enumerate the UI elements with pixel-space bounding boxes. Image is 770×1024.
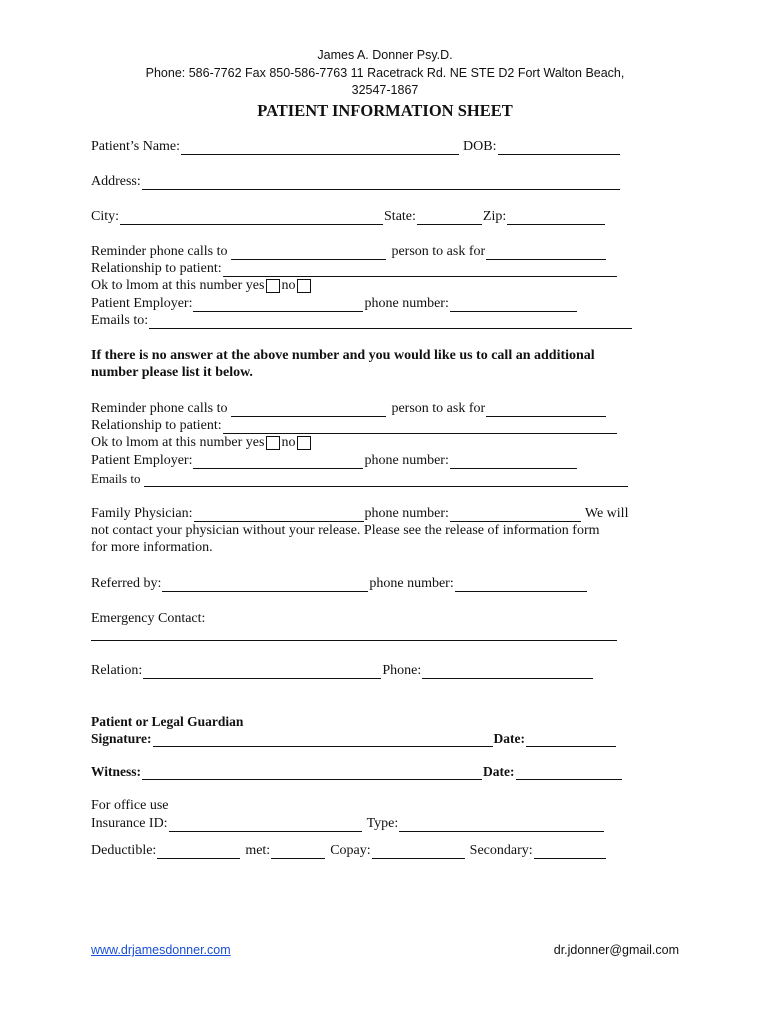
patient-name-field[interactable] <box>181 141 459 155</box>
no-label-2: no <box>281 435 296 450</box>
address-field[interactable] <box>142 176 620 190</box>
yes-checkbox[interactable] <box>266 279 280 293</box>
person-ask-label-2: person to ask for <box>391 401 486 416</box>
relationship-label-2: Relationship to patient: <box>91 418 222 433</box>
deductible-field[interactable] <box>157 845 240 859</box>
deductible-label: Deductible: <box>91 843 157 858</box>
physician-phone-field[interactable] <box>450 508 581 522</box>
patient-name-row <box>91 138 621 155</box>
employer-phone-label-2: phone number: <box>364 453 449 468</box>
notice-line-2: number please list it below. <box>91 365 253 380</box>
dob-label: DOB: <box>463 139 497 154</box>
person-ask-field-2[interactable] <box>486 403 606 417</box>
reminder-field[interactable] <box>231 246 386 260</box>
emergency-contact-field[interactable] <box>91 640 617 641</box>
relation-row <box>91 662 594 679</box>
signature-date-label: Date: <box>493 731 525 746</box>
family-physician-row <box>91 505 628 522</box>
signature-field[interactable] <box>153 733 493 747</box>
person-ask-field[interactable] <box>486 246 606 260</box>
additional-number-notice <box>91 347 731 381</box>
referred-by-field[interactable] <box>162 578 368 592</box>
reminder-row-2 <box>91 400 607 417</box>
employer-phone-field[interactable] <box>450 298 577 312</box>
no-checkbox-2[interactable] <box>297 436 311 450</box>
relationship-field-2[interactable] <box>223 420 617 434</box>
address-row <box>91 173 621 190</box>
no-label: no <box>281 278 296 293</box>
guardian-label-row <box>91 713 243 730</box>
emergency-contact-label: Emergency Contact: <box>91 611 206 626</box>
referred-phone-label: phone number: <box>369 576 454 591</box>
city-label: City: <box>91 209 120 224</box>
insurance-id-field[interactable] <box>169 818 362 832</box>
state-label: State: <box>384 209 416 224</box>
emails-row-1 <box>91 312 633 329</box>
footer-email: dr.jdonner@gmail.com <box>553 943 679 957</box>
met-field[interactable] <box>271 845 325 859</box>
reminder-row-1 <box>91 243 607 260</box>
physician-note-line-2: not contact your physician without your release. Please see the release of information form <box>91 523 600 538</box>
guardian-label: Patient or Legal Guardian <box>91 714 244 729</box>
emails-label: Emails to: <box>91 313 149 328</box>
dob-field[interactable] <box>498 141 620 155</box>
signature-row <box>91 730 617 747</box>
type-field[interactable] <box>399 818 604 832</box>
employer-row-2 <box>91 452 578 469</box>
insurance-id-label: Insurance ID: <box>91 816 168 831</box>
relation-label: Relation: <box>91 663 143 678</box>
referred-by-label: Referred by: <box>91 576 162 591</box>
witness-field[interactable] <box>142 766 482 780</box>
signature-date-field[interactable] <box>526 733 616 747</box>
yes-checkbox-2[interactable] <box>266 436 280 450</box>
no-checkbox[interactable] <box>297 279 311 293</box>
reminder-label: Reminder phone calls to <box>91 244 228 259</box>
employer-phone-field-2[interactable] <box>450 455 577 469</box>
witness-date-field[interactable] <box>516 766 622 780</box>
referred-phone-field[interactable] <box>455 578 587 592</box>
physician-note-line-3: for more information. <box>91 540 213 555</box>
practitioner-name: James A. Donner Psy.D. <box>317 48 453 62</box>
employer-label: Patient Employer: <box>91 296 193 311</box>
reminder-field-2[interactable] <box>231 403 386 417</box>
employer-field-2[interactable] <box>193 455 363 469</box>
contact-line-1: Phone: 586-7762 Fax 850-586-7763 11 Racetrack Rd. NE STE D2 Fort Walton Beach, <box>145 66 625 80</box>
physician-phone-label: phone number: <box>364 506 449 521</box>
emails-label-2: Emails to <box>91 471 141 486</box>
contact-line-2: 32547-1867 <box>351 83 419 97</box>
witness-date-label: Date: <box>483 764 515 779</box>
relationship-row-2 <box>91 417 618 434</box>
emails-field[interactable] <box>149 315 632 329</box>
family-physician-label: Family Physician: <box>91 506 193 521</box>
zip-field[interactable] <box>507 211 605 225</box>
office-use-row <box>91 797 169 814</box>
zip-label: Zip: <box>482 209 507 224</box>
met-label: met: <box>245 843 271 858</box>
form-title: PATIENT INFORMATION SHEET <box>257 101 513 120</box>
emergency-contact-row <box>91 610 205 627</box>
lmom-row-1 <box>91 277 312 294</box>
signature-label: Signature: <box>91 731 152 746</box>
relationship-field[interactable] <box>223 263 617 277</box>
website-link[interactable]: www.drjamesdonner.com <box>91 943 231 957</box>
copay-label: Copay: <box>330 843 371 858</box>
relationship-row-1 <box>91 260 618 277</box>
secondary-label: Secondary: <box>469 843 533 858</box>
phone-label: Phone: <box>382 663 422 678</box>
relation-field[interactable] <box>143 665 381 679</box>
witness-label: Witness: <box>91 764 142 779</box>
employer-row-1 <box>91 295 578 312</box>
secondary-field[interactable] <box>534 845 606 859</box>
state-field[interactable] <box>417 211 482 225</box>
deductible-row <box>91 842 607 859</box>
employer-phone-label: phone number: <box>364 296 449 311</box>
notice-line-1: If there is no answer at the above number and you would like us to call an additional <box>91 348 595 363</box>
lmom-label-2: Ok to lmom at this number yes <box>91 435 265 450</box>
address-label: Address: <box>91 174 141 189</box>
person-ask-label: person to ask for <box>391 244 486 259</box>
relationship-label: Relationship to patient: <box>91 261 222 276</box>
lmom-label: Ok to lmom at this number yes <box>91 278 265 293</box>
referred-by-row <box>91 575 588 592</box>
we-will-text: We will <box>584 506 629 521</box>
witness-row <box>91 763 623 780</box>
patient-name-label: Patient’s Name: <box>91 139 181 154</box>
city-row <box>91 208 606 225</box>
office-use-label: For office use <box>91 798 169 813</box>
type-label: Type: <box>366 816 399 831</box>
employer-field[interactable] <box>193 298 363 312</box>
family-physician-field[interactable] <box>194 508 364 522</box>
emails-field-2[interactable] <box>144 473 628 487</box>
phone-field[interactable] <box>422 665 593 679</box>
physician-note <box>91 522 691 556</box>
emails-row-2 <box>91 470 629 487</box>
reminder-label-2: Reminder phone calls to <box>91 401 228 416</box>
copay-field[interactable] <box>372 845 465 859</box>
lmom-row-2 <box>91 434 312 451</box>
city-field[interactable] <box>120 211 383 225</box>
insurance-row <box>91 815 605 832</box>
employer-label-2: Patient Employer: <box>91 453 193 468</box>
